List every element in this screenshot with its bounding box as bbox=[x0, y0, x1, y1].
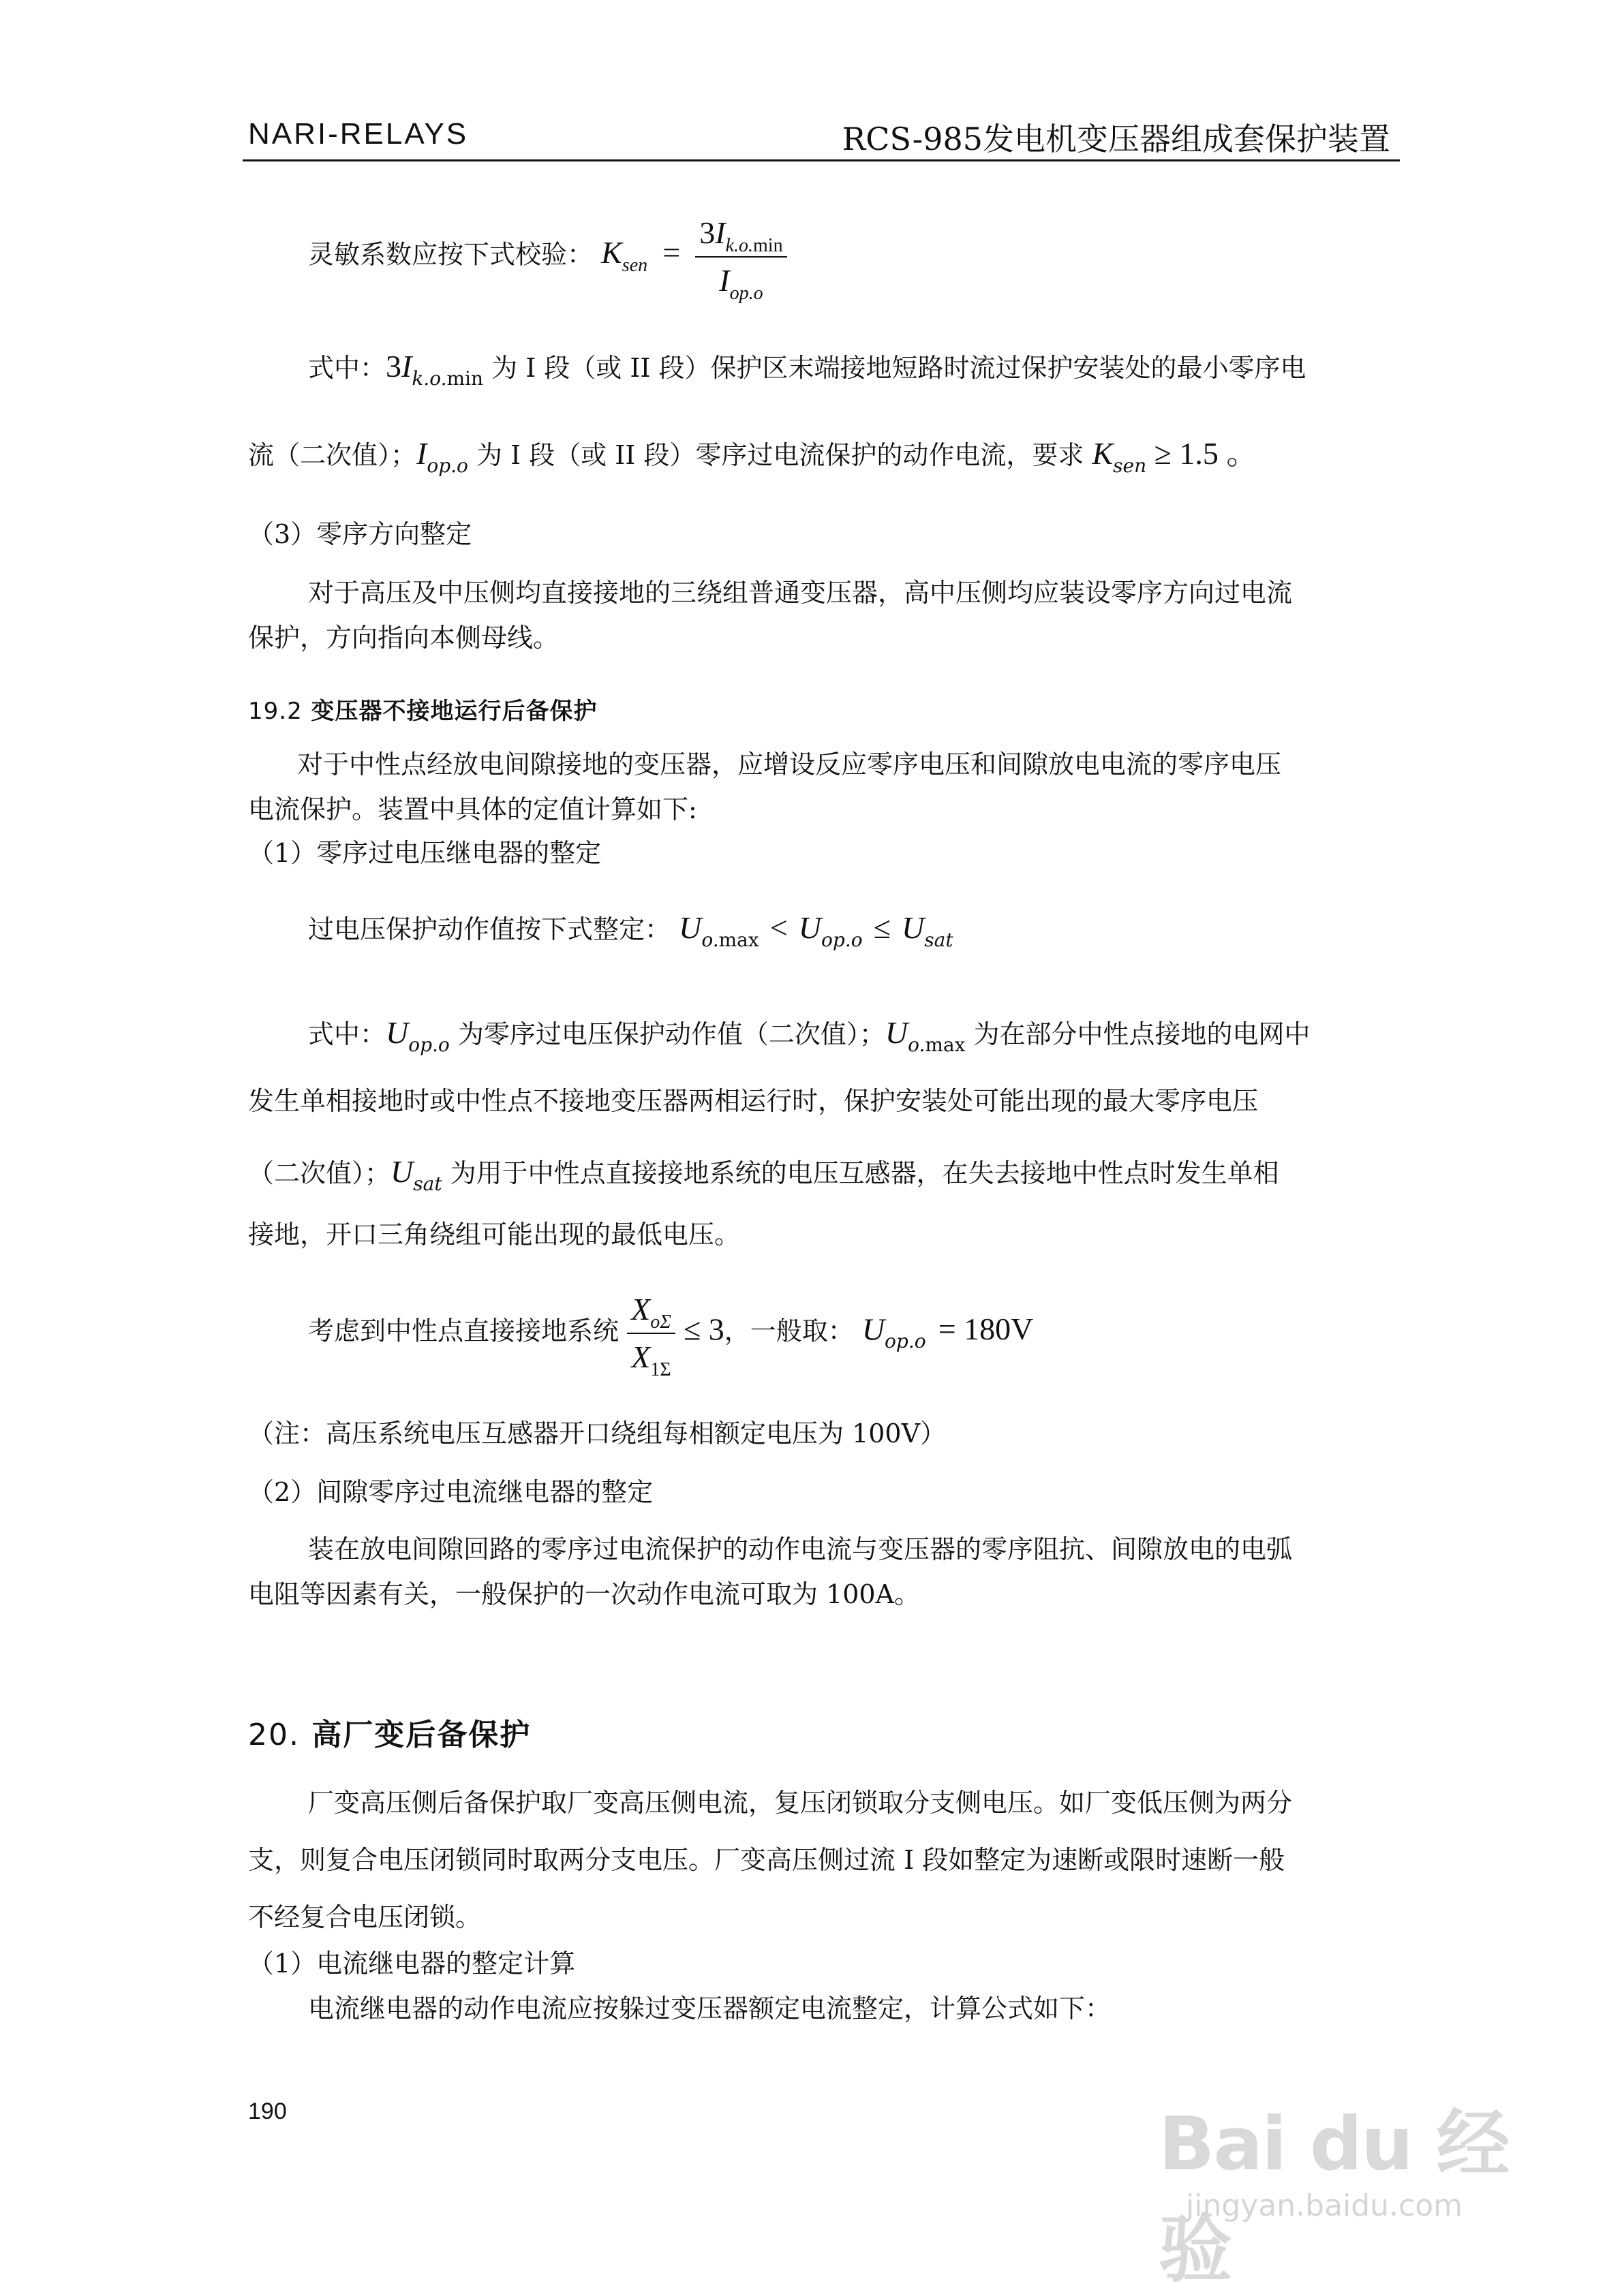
k-sen-symbol: $K_{sen}$ bbox=[601, 235, 648, 277]
header-title: RCS-985发电机变压器组成套保护装置 bbox=[842, 121, 1390, 157]
section-heading: 19.2 变压器不接地运行后备保护 bbox=[248, 698, 598, 725]
paragraph-line: 支，则复合电压闭锁同时取两分支电压。厂变高压侧过流 I 段如整定为速断或限时速断一般 bbox=[248, 1845, 1285, 1875]
paragraph-line: 式中：$U_{op.o}$ 为零序过电压保护动作值（二次值）；$U_{o.max}$ 为在部分中性点接地的电网中 bbox=[308, 1015, 1311, 1056]
paragraph-line: 不经复合电压闭锁。 bbox=[248, 1902, 482, 1932]
section-item-title: （1）零序过电压继电器的整定 bbox=[248, 838, 602, 868]
paragraph-line: 对于高压及中压侧均直接接地的三绕组普通变压器，高中压侧均应装设零序方向过电流 bbox=[308, 578, 1293, 608]
paragraph-line: 接地，开口三角绕组可能出现的最低电压。 bbox=[248, 1220, 741, 1250]
paragraph-line: 发生单相接地时或中性点不接地变压器两相运行时，保护安装处可能出现的最大零序电压 bbox=[248, 1086, 1259, 1116]
section-item-title: （3）零序方向整定 bbox=[248, 519, 472, 549]
paragraph-line: 流（二次值）；$I_{op.o}$ 为 I 段（或 II 段）零序过电流保护的动作电流，要求 $K_{sen} \ge 1.5$ 。 bbox=[248, 436, 1258, 477]
section-item-title: （1）电流继电器的整定计算 bbox=[248, 1949, 576, 1979]
header-rule bbox=[243, 159, 1400, 161]
sensitivity-formula bbox=[308, 213, 787, 304]
section-item-title: （2）间隙零序过电流继电器的整定 bbox=[248, 1477, 654, 1507]
baidu-watermark bbox=[1159, 2085, 1540, 2293]
paragraph-line: 厂变高压侧后备保护取厂变高压侧电流，复压闭锁取分支侧电压。如厂变低压侧为两分 bbox=[308, 1788, 1293, 1818]
equals-sign: = bbox=[662, 235, 681, 270]
overvoltage-formula: 过电压保护动作值按下式整定： $U_{o.max} < U_{op.o} \le U_{sat}$ bbox=[308, 910, 953, 951]
chapter-heading: 20. 高厂变后备保护 bbox=[248, 1718, 532, 1752]
paragraph-line: 对于中性点经放电间隙接地的变压器，应增设反应零序电压和间隙放电电流的零序电压 bbox=[297, 749, 1282, 779]
paragraph-line: （二次值）；$U_{sat}$ 为用于中性点直接接地系统的电压互感器，在失去接地中性点时发生单相 bbox=[248, 1154, 1279, 1195]
note-text: （注：高压系统电压互感器开口绕组每相额定电压为 100V） bbox=[248, 1418, 947, 1448]
x-ratio-fraction: $\frac{X_{o\Sigma}}{X_{1\Sigma}}$ bbox=[627, 1289, 675, 1378]
paragraph-line: 保护，方向指向本侧母线。 bbox=[248, 623, 560, 653]
ratio-formula: 考虑到中性点直接接地系统 $\frac{X_{o\Sigma}}{X_{1\Sigma}}$ ≤ 3，一般取： $U_{op.o} = 180V$ bbox=[308, 1289, 1033, 1378]
paragraph-line: 式中：$3I_{k.o.min}$ 为 I 段（或 II 段）保护区末端接地短路时流过保护安装处的最小零序电 bbox=[308, 349, 1306, 390]
sensitivity-fraction: $\frac{3I_{k.o.min}}{I_{op.o}}$ bbox=[695, 213, 786, 301]
paragraph-line: 电流保护。装置中具体的定值计算如下: bbox=[248, 794, 697, 824]
watermark-url: jingyan.baidu.com bbox=[1186, 2188, 1463, 2223]
formula-label: 灵敏系数应按下式校验： bbox=[308, 239, 594, 270]
header-brand: NARI-RELAYS bbox=[248, 117, 469, 151]
watermark-logo: Bai du 经验 bbox=[1159, 2102, 1509, 2293]
paragraph-line: 电阻等因素有关，一般保护的一次动作电流可取为 100A。 bbox=[248, 1579, 921, 1609]
paragraph-line: 装在放电间隙回路的零序过电流保护的动作电流与变压器的零序阻抗、间隙放电的电弧 bbox=[308, 1534, 1293, 1564]
paragraph-line: 电流继电器的动作电流应按躲过变压器额定电流整定，计算公式如下： bbox=[308, 1994, 1112, 2023]
page-number: 190 bbox=[248, 2098, 287, 2124]
